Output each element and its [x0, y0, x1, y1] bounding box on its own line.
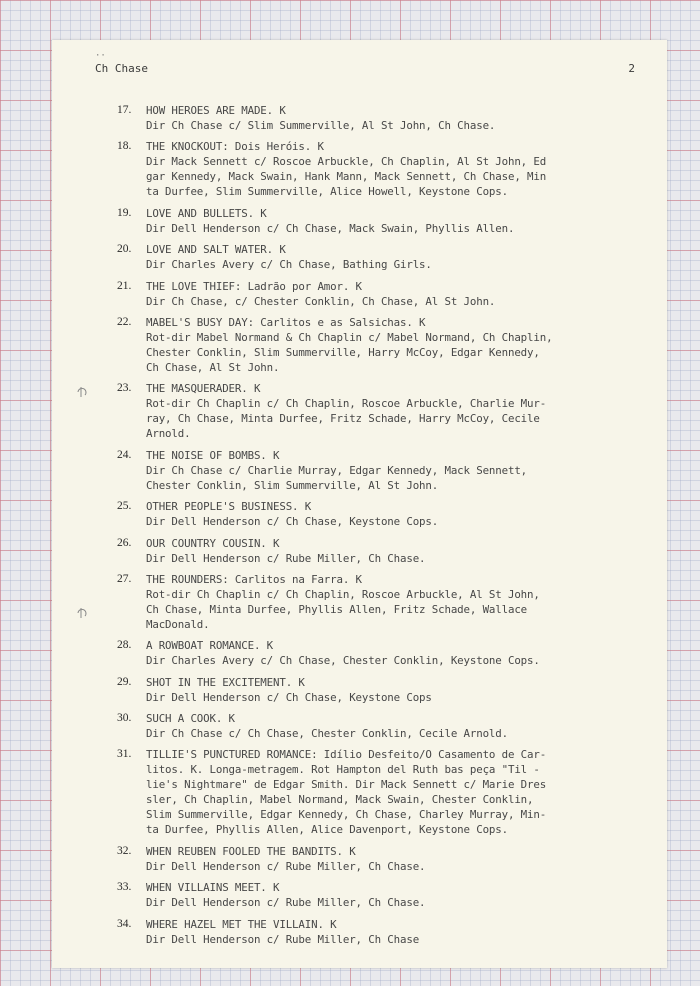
- film-entry: [117, 638, 646, 668]
- page-number: 2: [628, 62, 635, 75]
- film-title-line: SHOT IN THE EXCITEMENT. K: [146, 675, 305, 689]
- film-credits-line: gar Kennedy, Mack Swain, Hank Mann, Mack Sennett, Ch Chase, Min: [146, 170, 547, 184]
- film-credits-line: Rot-dir Ch Chaplin c/ Ch Chaplin, Roscoe Arbuckle, Al St John,: [146, 587, 540, 601]
- filmography-list: [117, 103, 646, 953]
- film-credits-line: sler, Ch Chaplin, Mabel Normand, Mack Swain, Chester Conklin,: [146, 793, 534, 807]
- film-credits-line: Dir Dell Henderson c/ Ch Chase, Keystone Cops.: [146, 515, 439, 529]
- film-entry: [117, 279, 646, 309]
- film-credits-line: Arnold.: [146, 427, 191, 441]
- film-credits-line: Rot-dir Ch Chaplin c/ Ch Chaplin, Roscoe Arbuckle, Charlie Mur-: [146, 397, 547, 411]
- film-credits-line: Dir Mack Sennett c/ Roscoe Arbuckle, Ch Chaplin, Al St John, Ed: [146, 155, 547, 169]
- entry-number: 23.: [117, 382, 132, 395]
- film-credits-line: Dir Ch Chase c/ Charlie Murray, Edgar Kennedy, Mack Sennett,: [146, 463, 528, 477]
- film-entry: [117, 499, 646, 529]
- entry-number: 27.: [117, 572, 132, 585]
- film-credits-line: Dir Dell Henderson c/ Rube Miller, Ch Chase.: [146, 551, 426, 565]
- entry-number: 24.: [117, 448, 132, 461]
- document-page: [52, 40, 667, 968]
- entry-number: 32.: [117, 844, 132, 857]
- film-entry: [117, 572, 646, 632]
- film-credits-line: Dir Ch Chase c/ Ch Chase, Chester Conklin, Cecile Arnold.: [146, 727, 508, 741]
- film-title-line: THE KNOCKOUT: Dois Heróis. K: [146, 140, 324, 154]
- entry-number: 17.: [117, 104, 132, 116]
- film-entry: [117, 103, 646, 133]
- film-credits-line: Dir Ch Chase, c/ Chester Conklin, Ch Chase, Al St John.: [146, 294, 496, 308]
- film-title-line: WHEN VILLAINS MEET. K: [146, 881, 280, 895]
- film-title-line: OUR COUNTRY COUSIN. K: [146, 536, 280, 550]
- film-entry: [117, 675, 646, 705]
- entry-number: 34.: [117, 917, 132, 930]
- entry-number: 31.: [117, 748, 132, 761]
- entry-number: 30.: [117, 712, 132, 725]
- pencil-margin-mark: [76, 386, 88, 398]
- film-title-line: WHEN REUBEN FOOLED THE BANDITS. K: [146, 844, 356, 858]
- entry-number: 29.: [117, 675, 132, 688]
- film-title-line: MABEL'S BUSY DAY: Carlitos e as Salsichas. K: [146, 315, 426, 329]
- film-credits-line: Rot-dir Mabel Normand & Ch Chaplin c/ Mabel Normand, Ch Chaplin,: [146, 330, 553, 344]
- film-credits-line: ray, Ch Chase, Minta Durfee, Fritz Schade, Harry McCoy, Cecile: [146, 412, 540, 426]
- film-entry: [117, 747, 646, 837]
- film-credits-line: Dir Dell Henderson c/ Rube Miller, Ch Chase.: [146, 859, 426, 873]
- film-entry: [117, 206, 646, 236]
- film-credits-line: Dir Charles Avery c/ Ch Chase, Chester Conklin, Keystone Cops.: [146, 654, 540, 668]
- film-entry: [117, 381, 646, 441]
- pencil-margin-mark: [76, 607, 88, 619]
- film-entry: [117, 844, 646, 874]
- film-entry: [117, 448, 646, 493]
- film-title-line: SUCH A COOK. K: [146, 712, 235, 726]
- entry-number: 25.: [117, 500, 132, 513]
- film-entry: [117, 536, 646, 566]
- film-entry: [117, 242, 646, 272]
- film-title-line: WHERE HAZEL MET THE VILLAIN. K: [146, 917, 337, 931]
- film-credits-line: Chester Conklin, Slim Summerville, Harry McCoy, Edgar Kennedy,: [146, 345, 540, 359]
- film-entry: [117, 139, 646, 199]
- film-title-line: THE MASQUERADER. K: [146, 382, 261, 396]
- film-credits-line: lie's Nightmare" de Edgar Smith. Dir Mack Sennett c/ Marie Dres: [146, 778, 547, 792]
- film-credits-line: Dir Dell Henderson c/ Rube Miller, Ch Chase: [146, 932, 420, 946]
- film-title-line: THE LOVE THIEF: Ladrão por Amor. K: [146, 279, 362, 293]
- entry-number: 22.: [117, 315, 132, 328]
- entry-number: 18.: [117, 140, 132, 153]
- film-entry: [117, 315, 646, 375]
- film-entry: [117, 917, 646, 947]
- film-credits-line: MacDonald.: [146, 617, 210, 631]
- film-title-line: THE ROUNDERS: Carlitos na Farra. K: [146, 572, 362, 586]
- film-title-line: LOVE AND BULLETS. K: [146, 206, 267, 220]
- film-credits-line: Ch Chase, Al St John.: [146, 360, 280, 374]
- entry-number: 28.: [117, 639, 132, 652]
- film-credits-line: ta Durfee, Slim Summerville, Alice Howell, Keystone Cops.: [146, 185, 508, 199]
- entry-number: 33.: [117, 881, 132, 894]
- entry-number: 20.: [117, 243, 132, 256]
- film-credits-line: Chester Conklin, Slim Summerville, Al St John.: [146, 478, 439, 492]
- film-credits-line: ta Durfee, Phyllis Allen, Alice Davenport, Keystone Cops.: [146, 823, 508, 837]
- film-title-line: OTHER PEOPLE'S BUSINESS. K: [146, 500, 312, 514]
- film-credits-line: Dir Dell Henderson c/ Ch Chase, Mack Swain, Phyllis Allen.: [146, 221, 515, 235]
- film-credits-line: Slim Summerville, Edgar Kennedy, Ch Chase, Charley Murray, Min-: [146, 808, 547, 822]
- film-credits-line: Dir Dell Henderson c/ Rube Miller, Ch Chase.: [146, 896, 426, 910]
- film-credits-line: Dir Ch Chase c/ Slim Summerville, Al St John, Ch Chase.: [146, 119, 496, 132]
- film-entry: [117, 880, 646, 910]
- entry-number: 19.: [117, 206, 132, 219]
- film-credits-line: Ch Chase, Minta Durfee, Phyllis Allen, Fritz Schade, Wallace: [146, 602, 528, 616]
- film-credits-line: litos. K. Longa-metragem. Rot Hampton del Ruth bas peça "Til -: [146, 763, 540, 777]
- film-title-line: A ROWBOAT ROMANCE. K: [146, 639, 274, 653]
- film-entry: [117, 711, 646, 741]
- film-title-line: LOVE AND SALT WATER. K: [146, 243, 286, 257]
- film-credits-line: Dir Charles Avery c/ Ch Chase, Bathing Girls.: [146, 258, 432, 272]
- film-title-line: THE NOISE OF BOMBS. K: [146, 448, 280, 462]
- entry-number: 26.: [117, 536, 132, 549]
- page-header-title: ·· Ch Chase: [95, 62, 148, 75]
- entry-number: 21.: [117, 279, 132, 292]
- film-title-line: TILLIE'S PUNCTURED ROMANCE: Idílio Desfeito/O Casamento de Car-: [146, 748, 547, 762]
- film-title-line: HOW HEROES ARE MADE. K: [146, 104, 286, 117]
- film-credits-line: Dir Dell Henderson c/ Ch Chase, Keystone Cops: [146, 690, 432, 704]
